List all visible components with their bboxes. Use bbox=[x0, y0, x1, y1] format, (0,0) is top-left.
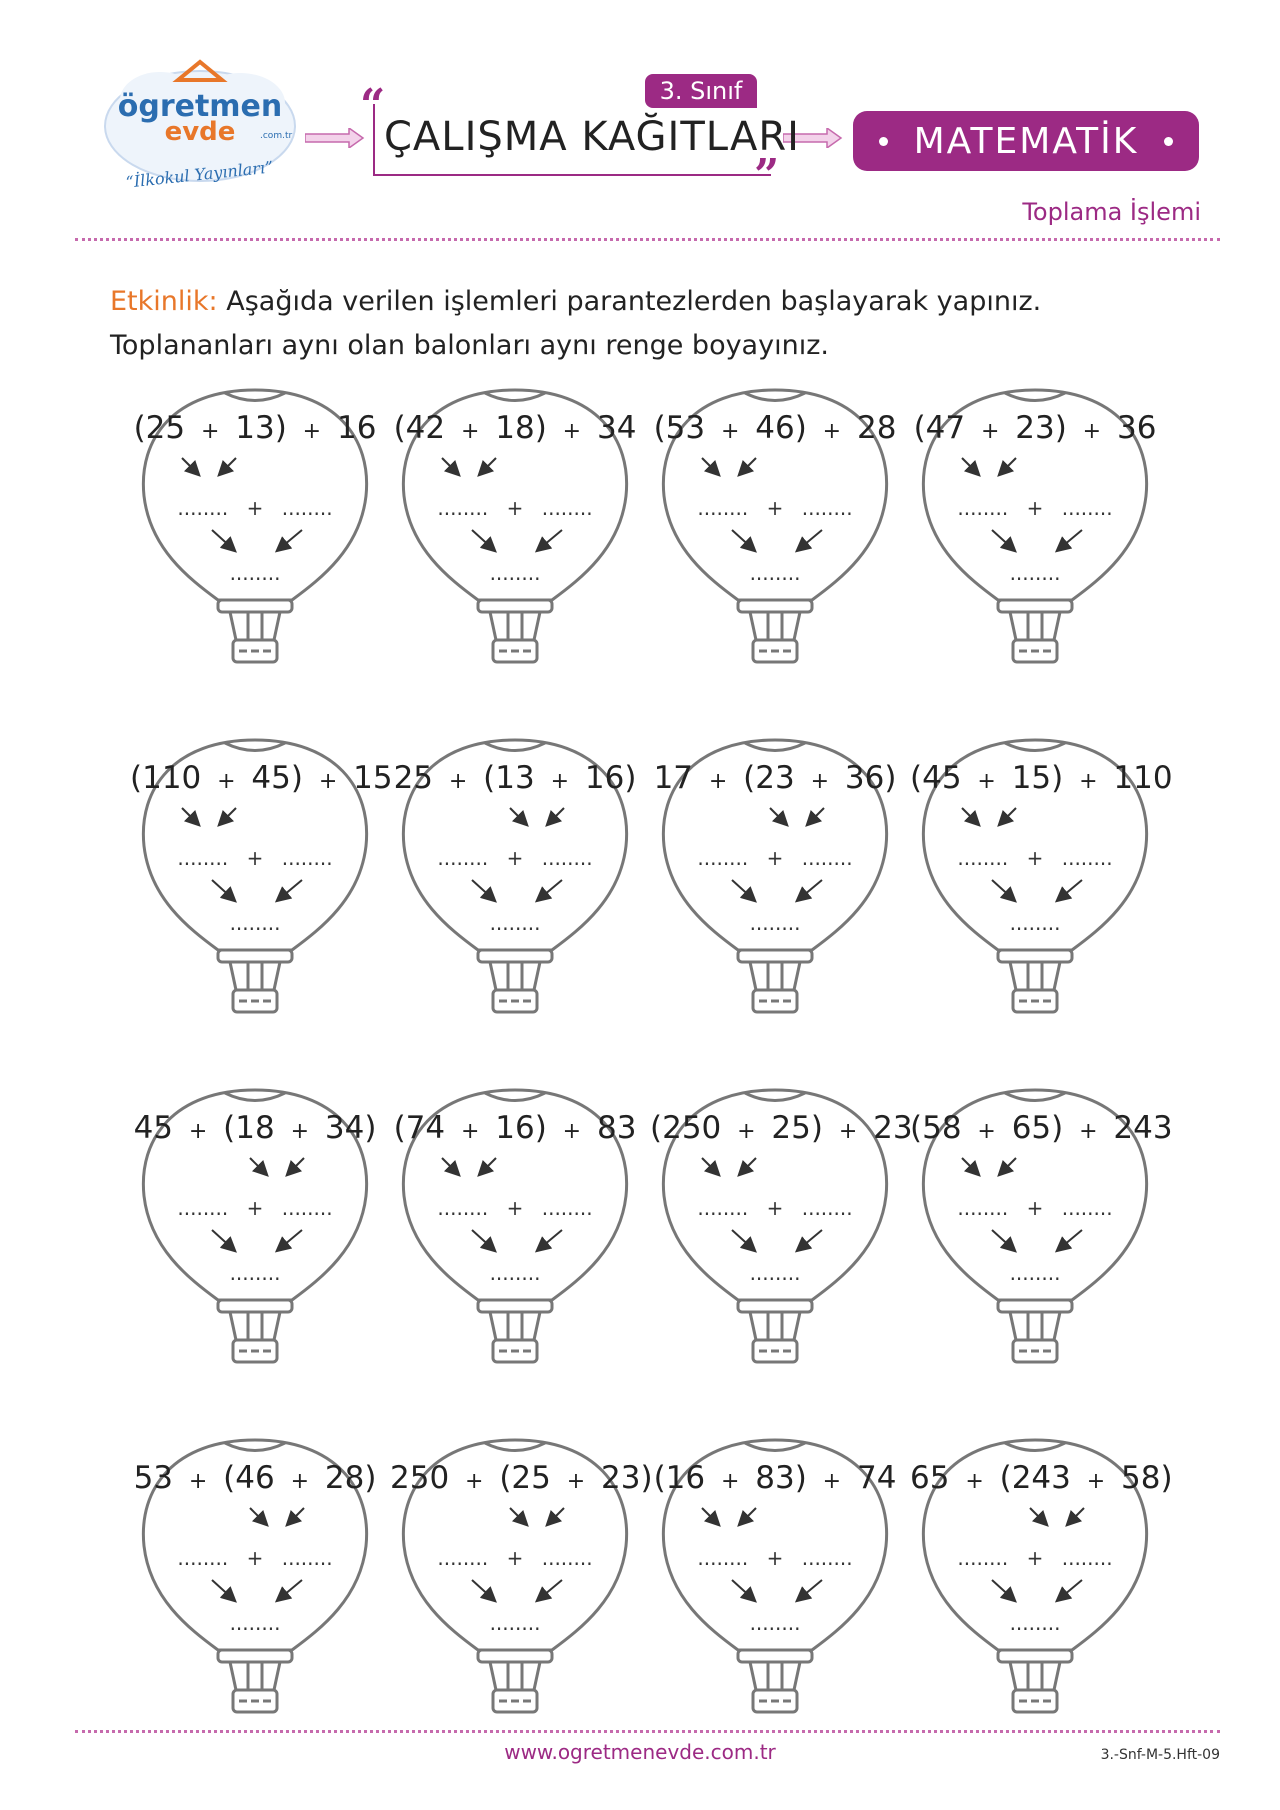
answer-blank[interactable]: ........ bbox=[1009, 911, 1061, 935]
term: 65 bbox=[910, 1460, 950, 1496]
term: (45 bbox=[910, 760, 962, 796]
plus-sign: + bbox=[465, 1469, 484, 1494]
term: (25 bbox=[499, 1460, 551, 1496]
term: 46) bbox=[755, 410, 807, 446]
term: 65) bbox=[1011, 1110, 1064, 1146]
answer-blank[interactable]: ........ bbox=[541, 1546, 593, 1570]
quote-close-icon: ” bbox=[754, 150, 780, 201]
plus-sign: + bbox=[838, 1119, 858, 1144]
svg-text:ögretmen: ögretmen bbox=[117, 89, 283, 124]
term: 23) bbox=[601, 1460, 653, 1496]
divider bbox=[75, 1730, 1220, 1733]
term: (47 bbox=[913, 410, 966, 446]
term: (25 bbox=[133, 410, 186, 446]
plus-sign: + bbox=[965, 1469, 984, 1494]
balloon[interactable] bbox=[910, 728, 1173, 1038]
plus-sign: + bbox=[200, 419, 220, 444]
svg-text:“İlkokul Yayınları”: “İlkokul Yayınları” bbox=[124, 157, 275, 192]
plus-sign: + bbox=[562, 1119, 582, 1144]
plus-sign: + bbox=[720, 1469, 740, 1494]
term: 25 bbox=[393, 760, 434, 796]
plus-sign: + bbox=[737, 1119, 756, 1144]
term: 15) bbox=[1011, 760, 1064, 796]
answer-blank[interactable]: ........ bbox=[1009, 561, 1061, 585]
logo bbox=[100, 58, 310, 208]
balloon[interactable] bbox=[910, 1078, 1173, 1388]
answer-blank[interactable]: ........ bbox=[281, 1546, 333, 1570]
answer-blank[interactable]: ........ bbox=[229, 1261, 281, 1285]
answer-blank[interactable]: ........ bbox=[1061, 1546, 1113, 1570]
arrow-icon bbox=[130, 1078, 380, 1388]
term: 83) bbox=[755, 1460, 807, 1496]
quote-open-icon: “ bbox=[360, 80, 386, 131]
answer-blank[interactable]: ........ bbox=[697, 496, 749, 520]
term: (250 bbox=[650, 1110, 722, 1146]
answer-blank[interactable]: ........ bbox=[541, 1196, 593, 1220]
plus-sign: + bbox=[506, 1196, 524, 1220]
term: (23 bbox=[743, 760, 795, 796]
answer-blank[interactable]: ........ bbox=[281, 846, 333, 870]
plus-sign: + bbox=[766, 846, 784, 870]
term: 34 bbox=[596, 410, 637, 446]
arrow-icon bbox=[130, 378, 380, 688]
plus-sign: + bbox=[217, 769, 236, 794]
balloon[interactable] bbox=[130, 728, 393, 1038]
term: 15 bbox=[353, 760, 393, 796]
plus-sign: + bbox=[977, 1119, 996, 1144]
plus-sign: + bbox=[318, 769, 338, 794]
answer-blank[interactable]: ........ bbox=[957, 1546, 1009, 1570]
term: 74 bbox=[856, 1460, 897, 1496]
term: 28) bbox=[324, 1460, 377, 1496]
balloon[interactable] bbox=[130, 1428, 380, 1738]
term: 16) bbox=[495, 1110, 547, 1146]
plus-sign: + bbox=[448, 769, 468, 794]
plus-sign: + bbox=[550, 769, 570, 794]
svg-text:.com.tr: .com.tr bbox=[260, 131, 293, 141]
footer-code: 3.-Snf-M-5.Hft-09 bbox=[1100, 1747, 1220, 1763]
answer-blank[interactable]: ........ bbox=[1061, 1196, 1113, 1220]
bullet-icon bbox=[879, 137, 888, 146]
answer-blank[interactable]: ........ bbox=[229, 1611, 281, 1635]
term: (58 bbox=[910, 1110, 962, 1146]
plus-sign: + bbox=[188, 1469, 208, 1494]
answer-blank[interactable]: ........ bbox=[801, 496, 853, 520]
balloon[interactable] bbox=[650, 1428, 900, 1738]
arrow-icon bbox=[130, 1428, 380, 1738]
plus-sign: + bbox=[246, 846, 264, 870]
term: (243 bbox=[999, 1460, 1071, 1496]
balloon[interactable] bbox=[390, 1078, 640, 1388]
arrow-icon bbox=[910, 728, 1160, 1038]
plus-sign: + bbox=[766, 1546, 784, 1570]
answer-blank[interactable]: ........ bbox=[801, 846, 853, 870]
plus-sign: + bbox=[822, 1469, 842, 1494]
term: (42 bbox=[393, 410, 446, 446]
arrow-icon bbox=[390, 728, 640, 1038]
footer-url[interactable]: www.ogretmenevde.com.tr bbox=[504, 1740, 776, 1764]
answer-blank[interactable]: ........ bbox=[489, 1261, 541, 1285]
answer-blank[interactable]: ........ bbox=[489, 1611, 541, 1635]
term: 18) bbox=[495, 410, 547, 446]
arrow-icon bbox=[910, 1078, 1160, 1388]
answer-blank[interactable]: ........ bbox=[177, 496, 229, 520]
answer-blank[interactable]: ........ bbox=[749, 561, 801, 585]
answer-blank[interactable]: ........ bbox=[749, 1261, 801, 1285]
answer-blank[interactable]: ........ bbox=[177, 846, 229, 870]
term: 250 bbox=[390, 1460, 450, 1496]
plus-sign: + bbox=[506, 846, 524, 870]
answer-blank[interactable]: ........ bbox=[749, 911, 801, 935]
plus-sign: + bbox=[977, 769, 996, 794]
plus-sign: + bbox=[562, 419, 582, 444]
grade-badge: 3. Sınıf bbox=[645, 74, 757, 108]
answer-blank[interactable]: ........ bbox=[697, 1546, 749, 1570]
subject-label: MATEMATİK bbox=[913, 120, 1139, 162]
term: 34) bbox=[324, 1110, 377, 1146]
arrow-icon bbox=[650, 728, 900, 1038]
instruction bbox=[110, 280, 1170, 368]
balloon[interactable] bbox=[650, 378, 900, 688]
answer-blank[interactable]: ........ bbox=[749, 1611, 801, 1635]
plus-sign: + bbox=[980, 419, 1000, 444]
term: (18 bbox=[223, 1110, 275, 1146]
plus-sign: + bbox=[766, 1196, 784, 1220]
term: 53 bbox=[133, 1460, 174, 1496]
arrow-icon bbox=[130, 728, 380, 1038]
term: 58) bbox=[1121, 1460, 1173, 1496]
plus-sign: + bbox=[506, 496, 524, 520]
answer-blank[interactable]: ........ bbox=[801, 1196, 853, 1220]
answer-blank[interactable]: ........ bbox=[697, 1196, 749, 1220]
answer-blank[interactable]: ........ bbox=[1061, 846, 1113, 870]
header-arrow-icon bbox=[305, 128, 365, 152]
answer-blank[interactable]: ........ bbox=[957, 1196, 1009, 1220]
plus-sign: + bbox=[708, 769, 728, 794]
plus-sign: + bbox=[290, 1119, 310, 1144]
answer-blank[interactable]: ........ bbox=[281, 1196, 333, 1220]
term: (74 bbox=[393, 1110, 446, 1146]
answer-blank[interactable]: ........ bbox=[229, 561, 281, 585]
subject-badge bbox=[853, 111, 1199, 171]
plus-sign: + bbox=[1086, 1469, 1106, 1494]
instruction-text: Aşağıda verilen işlemleri parantezlerden başlayarak yapınız. Toplananları aynı olan balonları aynı renge boyayınız. bbox=[110, 286, 1042, 361]
term: 16 bbox=[336, 410, 377, 446]
plus-sign: + bbox=[246, 1196, 264, 1220]
answer-blank[interactable]: ........ bbox=[437, 846, 489, 870]
topic-label: Toplama İşlemi bbox=[1022, 198, 1201, 226]
plus-sign: + bbox=[720, 419, 740, 444]
answer-blank[interactable]: ........ bbox=[541, 496, 593, 520]
plus-sign: + bbox=[246, 1546, 264, 1570]
plus-sign: + bbox=[1026, 496, 1044, 520]
arrow-icon bbox=[910, 1428, 1160, 1738]
plus-sign: + bbox=[460, 419, 480, 444]
svg-text:evde: evde bbox=[164, 117, 236, 147]
plus-sign: + bbox=[506, 1546, 524, 1570]
answer-blank[interactable]: ........ bbox=[541, 846, 593, 870]
divider bbox=[75, 238, 1220, 241]
balloon[interactable] bbox=[910, 1428, 1173, 1738]
term: 36 bbox=[1116, 410, 1157, 446]
plus-sign: + bbox=[290, 1469, 310, 1494]
term: 110 bbox=[1113, 760, 1173, 796]
balloon[interactable] bbox=[650, 728, 900, 1038]
term: 83 bbox=[596, 1110, 637, 1146]
arrow-icon bbox=[390, 1078, 640, 1388]
answer-blank[interactable]: ........ bbox=[281, 496, 333, 520]
answer-blank[interactable]: ........ bbox=[437, 1546, 489, 1570]
answer-blank[interactable]: ........ bbox=[1009, 1611, 1061, 1635]
arrow-icon bbox=[390, 1428, 640, 1738]
plus-sign: + bbox=[460, 1119, 480, 1144]
answer-blank[interactable]: ........ bbox=[437, 496, 489, 520]
plus-sign: + bbox=[822, 419, 842, 444]
arrow-icon bbox=[910, 378, 1160, 688]
plus-sign: + bbox=[302, 419, 322, 444]
plus-sign: + bbox=[1079, 1119, 1098, 1144]
answer-blank[interactable]: ........ bbox=[177, 1196, 229, 1220]
answer-blank[interactable]: ........ bbox=[801, 1546, 853, 1570]
term: (16 bbox=[653, 1460, 706, 1496]
balloon[interactable] bbox=[650, 1078, 913, 1388]
term: 243 bbox=[1113, 1110, 1173, 1146]
answer-blank[interactable]: ........ bbox=[957, 496, 1009, 520]
instruction-label: Etkinlik: bbox=[110, 286, 218, 317]
term: 13) bbox=[235, 410, 287, 446]
answer-blank[interactable]: ........ bbox=[697, 846, 749, 870]
plus-sign: + bbox=[1026, 1196, 1044, 1220]
plus-sign: + bbox=[1079, 769, 1098, 794]
balloon[interactable] bbox=[390, 1428, 653, 1738]
answer-blank[interactable]: ........ bbox=[437, 1196, 489, 1220]
term: 28 bbox=[856, 410, 897, 446]
term: (53 bbox=[653, 410, 706, 446]
arrow-icon bbox=[650, 1428, 900, 1738]
term: (13 bbox=[483, 760, 535, 796]
arrow-icon bbox=[650, 378, 900, 688]
arrow-icon bbox=[390, 378, 640, 688]
term: 45 bbox=[133, 1110, 174, 1146]
arrow-icon bbox=[650, 1078, 900, 1388]
bullet-icon bbox=[1164, 137, 1173, 146]
term: (110 bbox=[130, 760, 202, 796]
plus-sign: + bbox=[246, 496, 264, 520]
answer-blank[interactable]: ........ bbox=[177, 1546, 229, 1570]
term: 36) bbox=[844, 760, 897, 796]
answer-blank[interactable]: ........ bbox=[489, 561, 541, 585]
balloon[interactable] bbox=[130, 378, 380, 688]
balloon[interactable] bbox=[390, 378, 640, 688]
page-title: ÇALIŞMA KAĞITLARI bbox=[384, 114, 800, 160]
answer-blank[interactable]: ........ bbox=[1061, 496, 1113, 520]
answer-blank[interactable]: ........ bbox=[229, 911, 281, 935]
plus-sign: + bbox=[1026, 1546, 1044, 1570]
balloon[interactable] bbox=[910, 378, 1160, 688]
term: 17 bbox=[653, 760, 694, 796]
answer-blank[interactable]: ........ bbox=[1009, 1261, 1061, 1285]
term: 25) bbox=[771, 1110, 823, 1146]
plus-sign: + bbox=[188, 1119, 208, 1144]
answer-blank[interactable]: ........ bbox=[489, 911, 541, 935]
plus-sign: + bbox=[810, 769, 830, 794]
term: 16) bbox=[584, 760, 637, 796]
plus-sign: + bbox=[1082, 419, 1102, 444]
term: 45) bbox=[251, 760, 303, 796]
term: 23) bbox=[1015, 410, 1067, 446]
balloon[interactable] bbox=[390, 728, 640, 1038]
plus-sign: + bbox=[766, 496, 784, 520]
plus-sign: + bbox=[1026, 846, 1044, 870]
answer-blank[interactable]: ........ bbox=[957, 846, 1009, 870]
term: (46 bbox=[223, 1460, 275, 1496]
term: 23 bbox=[873, 1110, 913, 1146]
plus-sign: + bbox=[566, 1469, 586, 1494]
balloon[interactable] bbox=[130, 1078, 380, 1388]
